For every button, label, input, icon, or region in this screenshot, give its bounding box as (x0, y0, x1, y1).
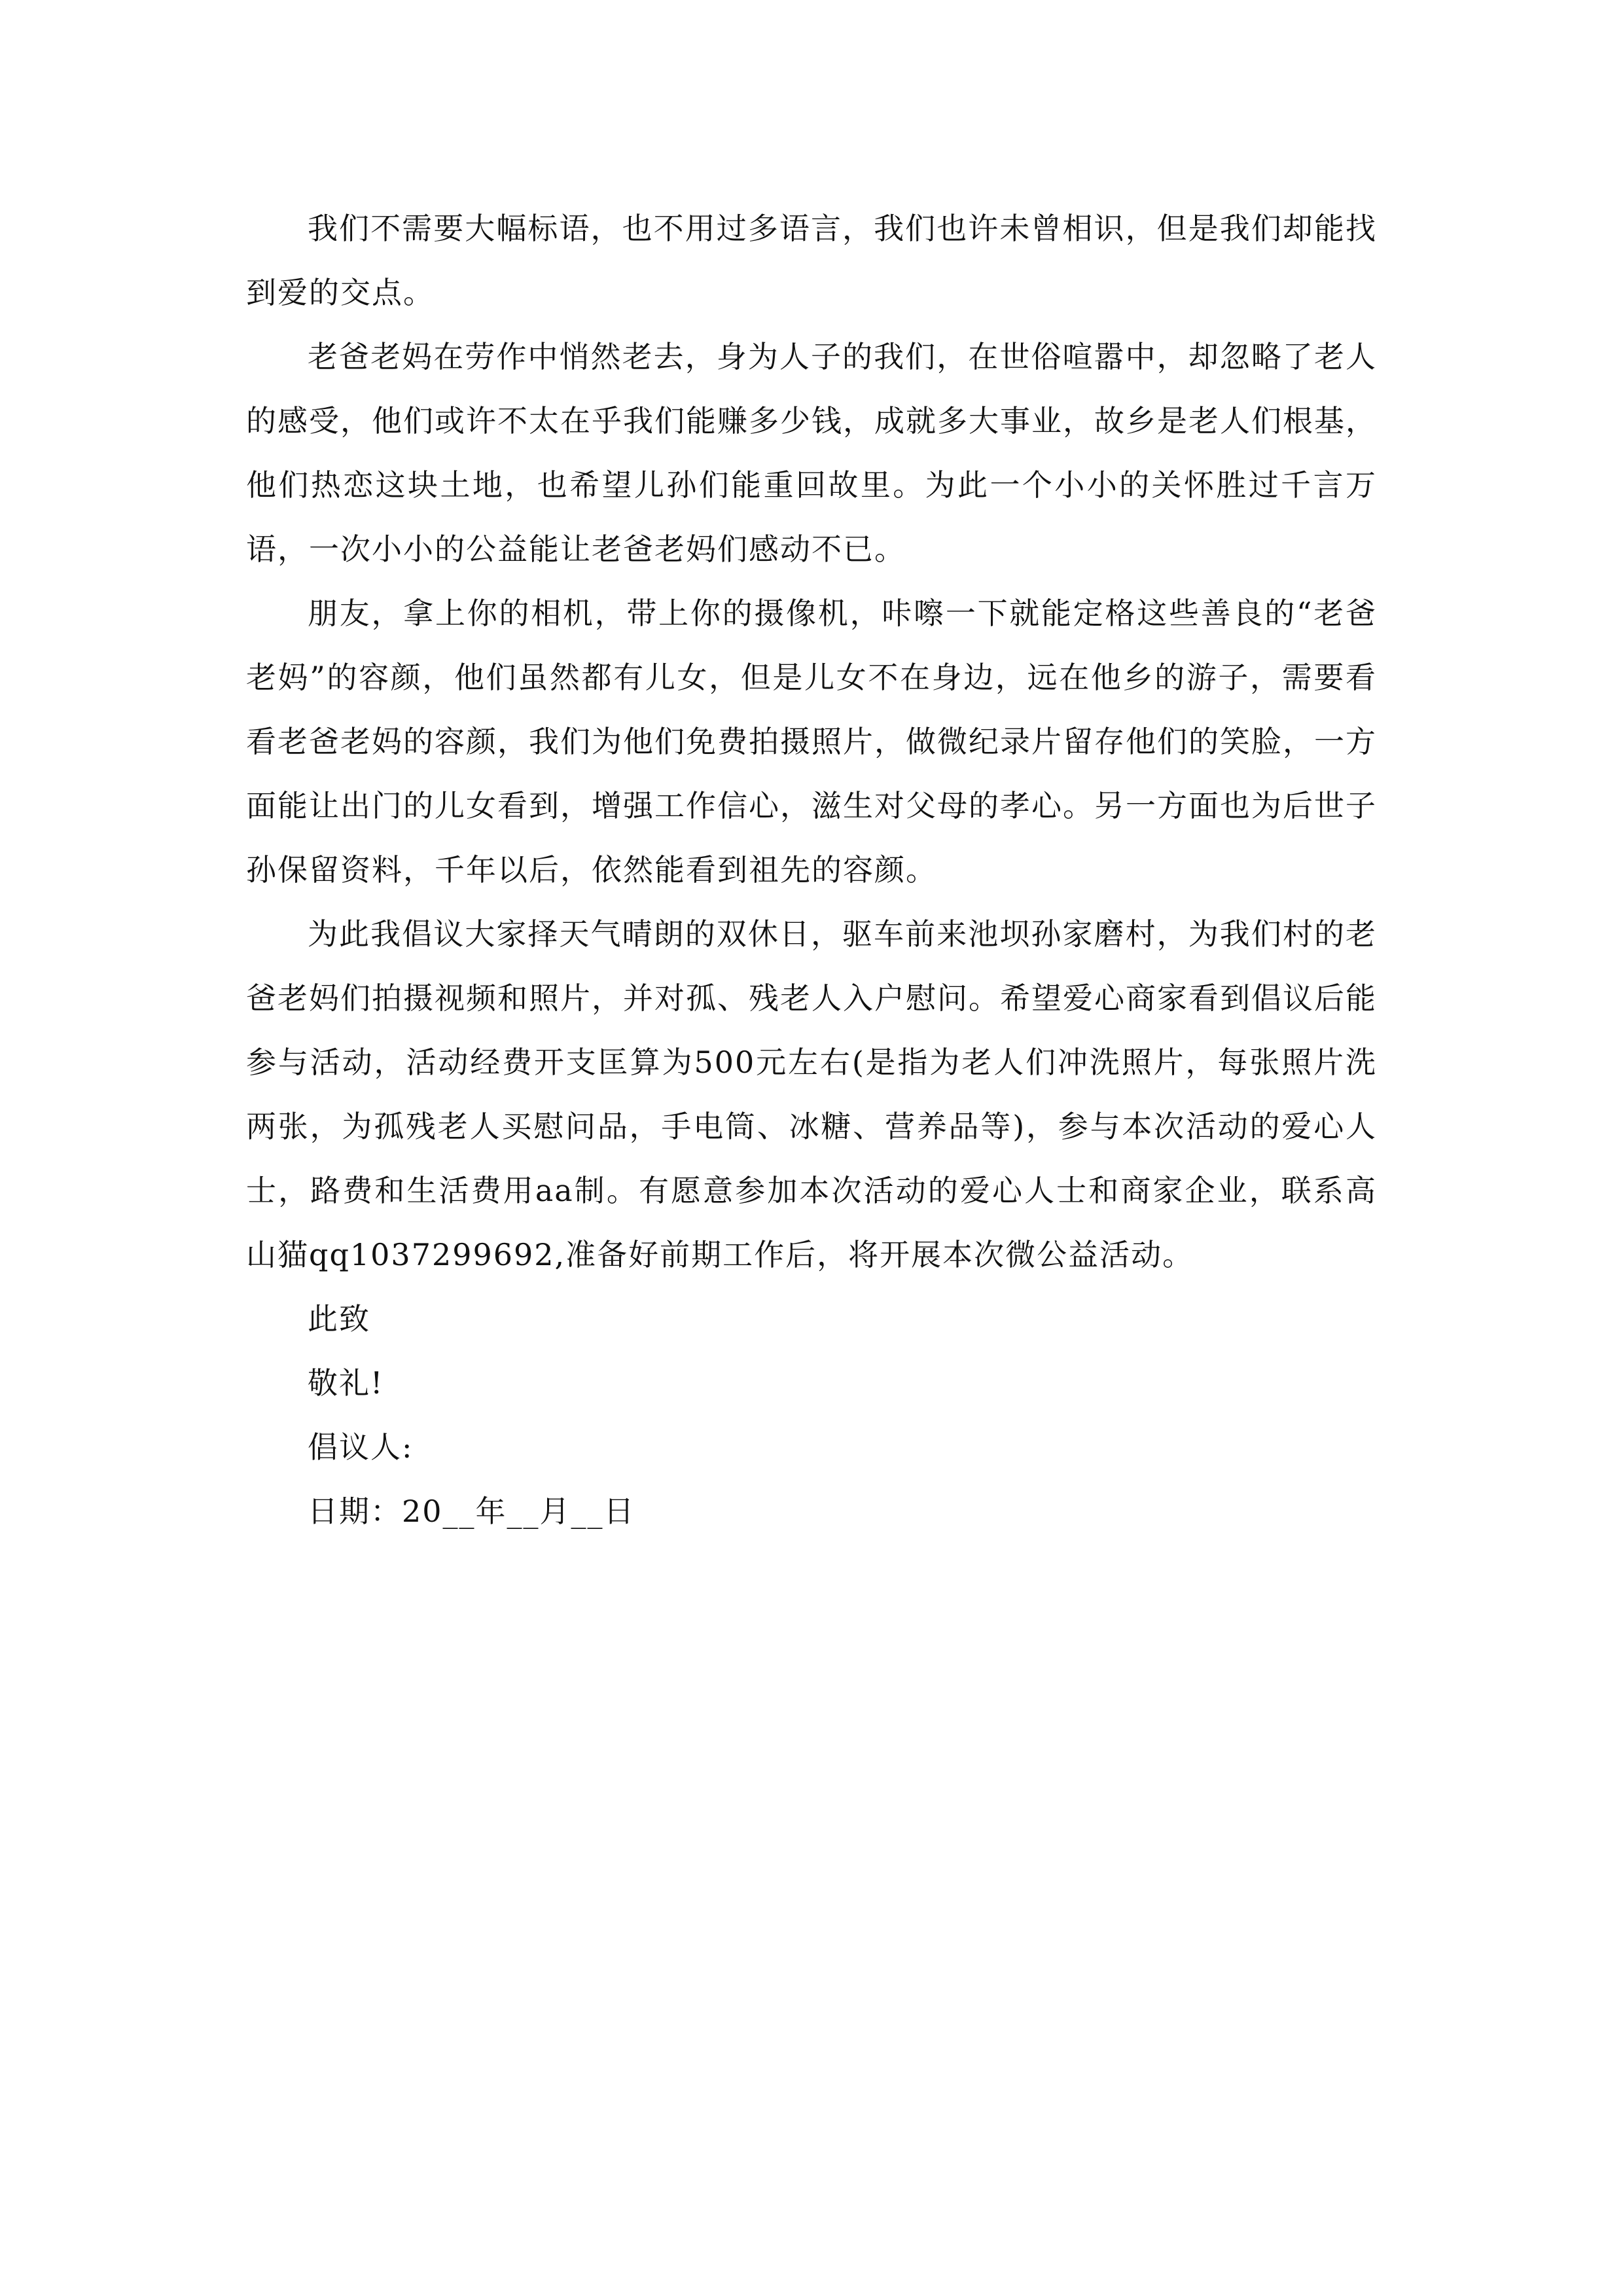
closing-salutation: 此致 (308, 1301, 370, 1336)
proposer-line: 倡议人: (308, 1429, 414, 1465)
paragraph-2: 老爸老妈在劳作中悄然老去，身为人子的我们，在世俗喧嚣中，却忽略了老人的感受，他们或许不太在乎我们能赚多少钱，成就多大事业，故乡是老人们根基，他们热恋这块土地，也希望儿孙们能重回故里。为此一个小小的关怀胜过千言万语，一次小小的公益能让老爸老妈们感动不已。 (246, 339, 1377, 567)
paragraph-1: 我们不需要大幅标语，也不用过多语言，我们也许未曾相识，但是我们却能找到爱的交点。 (246, 211, 1377, 310)
closing-regards: 敬礼! (308, 1365, 384, 1401)
paragraph-4: 为此我倡议大家择天气晴朗的双休日，驱车前来池坝孙家磨村，为我们村的老爸老妈们拍摄视频和照片，并对孤、残老人入户慰问。希望爱心商家看到倡议后能参与活动，活动经费开支匡算为500元左右(是指为老人们冲洗照片，每张照片洗两张，为孤残老人买慰问品，手电筒、冰糖、营养品等)，参与本次活动的爱心人士，路费和生活费用aa制。有愿意参加本次活动的爱心人士和商家企业，联系高山猫qq1037299692,准备好前期工作后，将开展本次微公益活动。 (246, 916, 1377, 1272)
date-line: 日期：20__年__月__日 (308, 1494, 635, 1529)
paragraph-3: 朋友，拿上你的相机，带上你的摄像机，咔嚓一下就能定格这些善良的“老爸老妈”的容颜，他们虽然都有儿女，但是儿女不在身边，远在他乡的游子，需要看看老爸老妈的容颜，我们为他们免费拍摄照片，做微纪录片留存他们的笑脸，一方面能让出门的儿女看到，增强工作信心，滋生对父母的孝心。另一方面也为后世子孙保留资料，千年以后，依然能看到祖先的容颜。 (246, 596, 1377, 888)
document-body (246, 196, 1377, 1543)
